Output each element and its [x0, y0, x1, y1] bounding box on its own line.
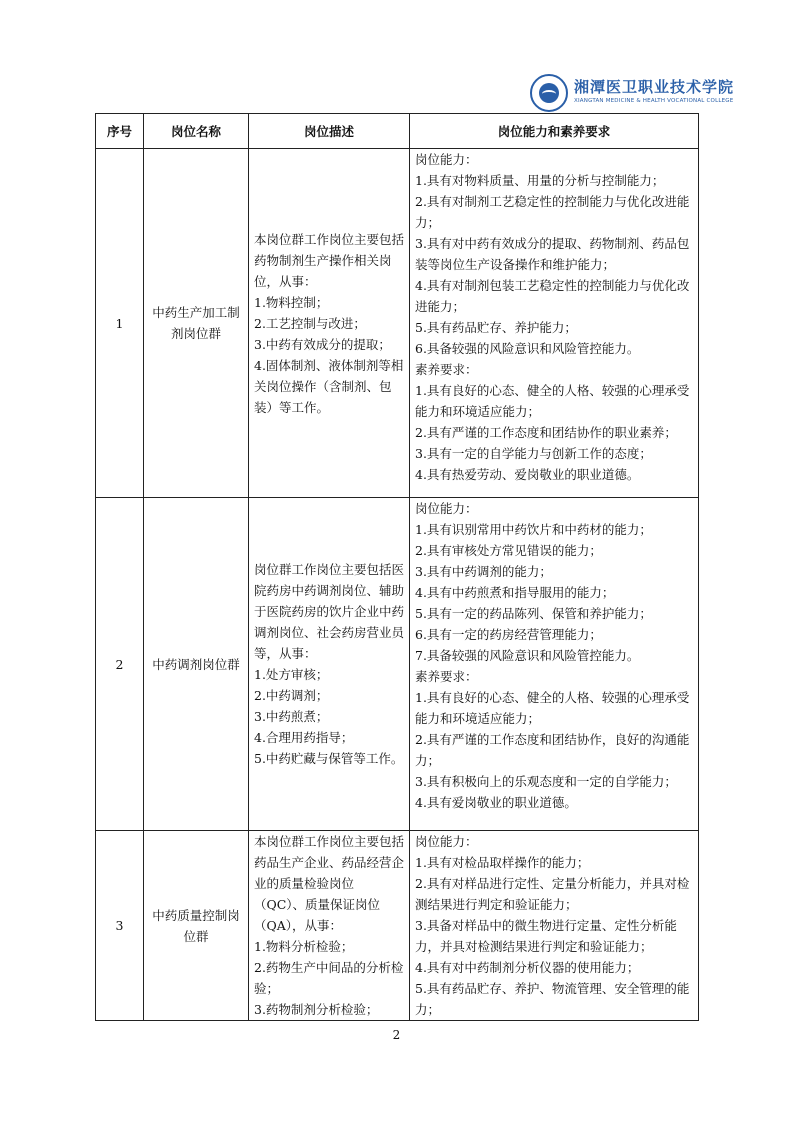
row-desc	[249, 149, 410, 498]
row-name: 中药调剂岗位群	[144, 498, 249, 831]
req-line: 1.具有识别常用中药饮片和中药材的能力；	[415, 522, 652, 537]
desc-line: 本岗位群工作岗位主要包括药品生产企业、药品经营企业的质量检验岗位（QC）、质量保证岗位（QA），从事：	[254, 834, 405, 933]
table-header-row	[96, 114, 699, 149]
table-row	[96, 831, 699, 1021]
row-req	[410, 831, 699, 1021]
desc-line: 1.物料分析检验；	[254, 939, 354, 954]
row-req	[410, 149, 699, 498]
req-line: 5.具有一定的药品陈列、保管和养护能力；	[415, 606, 652, 621]
desc-line: 4.合理用药指导；	[254, 730, 354, 745]
table-row	[96, 498, 699, 831]
desc-line: 4.固体制剂、液体制剂等相关岗位操作（含制剂、包装）等工作。	[254, 357, 404, 415]
req-line: 4.具有中药煎煮和指导服用的能力；	[415, 585, 615, 600]
row-name: 中药质量控制岗位群	[144, 831, 249, 1021]
req-line: 素养要求：	[415, 362, 478, 377]
school-name: 湘潭医卫职业技术学院	[574, 78, 735, 96]
req-line: 7.具备较强的风险意识和风险管控能力。	[415, 648, 640, 663]
req-line: 1.具有良好的心态、健全的人格、较强的心理承受能力和环境适应能力；	[415, 690, 690, 726]
req-line: 2.具有审核处方常见错误的能力；	[415, 543, 602, 558]
row-name: 中药生产加工制剂岗位群	[144, 149, 249, 498]
school-name-en: XIANGTAN MEDICINE & HEALTH VOCATIONAL COLLEGE	[574, 98, 734, 104]
req-line: 岗位能力：	[415, 501, 478, 516]
row-num: 1	[96, 149, 144, 498]
page-number: 2	[392, 1028, 401, 1042]
req-line: 2.具有严谨的工作态度和团结协作，良好的沟通能力；	[415, 732, 690, 768]
req-line: 1.具有对检品取样操作的能力；	[415, 855, 590, 870]
row-desc	[249, 831, 410, 1021]
req-line: 2.具有严谨的工作态度和团结协作的职业素养；	[415, 425, 677, 440]
header-desc: 岗位描述	[249, 114, 410, 149]
req-line: 6.具有一定的药房经营管理能力；	[415, 627, 602, 642]
header-name: 岗位名称	[144, 114, 249, 149]
desc-line: 3.中药有效成分的提取；	[254, 336, 391, 352]
school-emblem-icon	[530, 74, 568, 112]
req-line: 3.具有对中药有效成分的提取、药物制剂、药品包装等岗位生产设备操作和维护能力；	[415, 236, 690, 272]
desc-line: 2.药物生产中间品的分析检验；	[254, 960, 404, 996]
req-line: 3.具有积极向上的乐观态度和一定的自学能力；	[415, 774, 677, 789]
req-line: 2.具有对样品进行定性、定量分析能力，并具对检测结果进行判定和验证能力；	[415, 876, 690, 912]
desc-line: 5.中药贮藏与保管等工作。	[254, 751, 404, 766]
req-line: 3.具备对样品中的微生物进行定量、定性分析能力，并具对检测结果进行判定和验证能力；	[415, 918, 677, 954]
desc-line: 2.中药调剂；	[254, 688, 329, 703]
job-requirements-table	[95, 113, 699, 1021]
req-line: 4.具有对制剂包装工艺稳定性的控制能力与优化改进能力；	[415, 278, 690, 314]
req-line: 岗位能力：	[415, 834, 478, 849]
row-num: 2	[96, 498, 144, 831]
header-req: 岗位能力和素养要求	[410, 114, 699, 149]
req-line: 5.具有药品贮存、养护能力；	[415, 320, 577, 335]
row-desc	[249, 498, 410, 831]
row-req	[410, 498, 699, 831]
desc-line: 2.工艺控制与改进；	[254, 315, 366, 331]
header-num: 序号	[96, 114, 144, 149]
req-line: 岗位能力：	[415, 152, 478, 167]
desc-line: 岗位群工作岗位主要包括医院药房中药调剂岗位、辅助于医院药房的饮片企业中药调剂岗位、社会药房营业员等，从事：	[254, 562, 405, 661]
table-row	[96, 149, 699, 498]
req-line: 4.具有对中药制剂分析仪器的使用能力；	[415, 960, 640, 975]
req-line: 6.具备较强的风险意识和风险管控能力。	[415, 341, 640, 356]
req-line: 1.具有对物料质量、用量的分析与控制能力；	[415, 173, 665, 188]
req-line: 4.具有爱岗敬业的职业道德。	[415, 795, 577, 810]
req-line: 素养要求：	[415, 669, 478, 684]
desc-line: 本岗位群工作岗位主要包括药物制剂生产操作相关岗位，从事：	[254, 231, 405, 289]
row-num: 3	[96, 831, 144, 1021]
desc-line: 1.处方审核；	[254, 667, 329, 682]
desc-line: 3.药物制剂分析检验；	[254, 1002, 379, 1017]
req-line: 1.具有良好的心态、健全的人格、较强的心理承受能力和环境适应能力；	[415, 383, 690, 419]
req-line: 2.具有对制剂工艺稳定性的控制能力与优化改进能力；	[415, 194, 690, 230]
req-line: 3.具有一定的自学能力与创新工作的态度；	[415, 446, 652, 461]
desc-line: 3.中药煎煮；	[254, 709, 329, 724]
school-logo	[530, 74, 735, 112]
req-line: 4.具有热爱劳动、爱岗敬业的职业道德。	[415, 467, 640, 482]
req-line: 3.具有中药调剂的能力；	[415, 564, 552, 579]
req-line: 5.具有药品贮存、养护、物流管理、安全管理的能力；	[415, 981, 690, 1017]
desc-line: 1.物料控制；	[254, 294, 329, 310]
